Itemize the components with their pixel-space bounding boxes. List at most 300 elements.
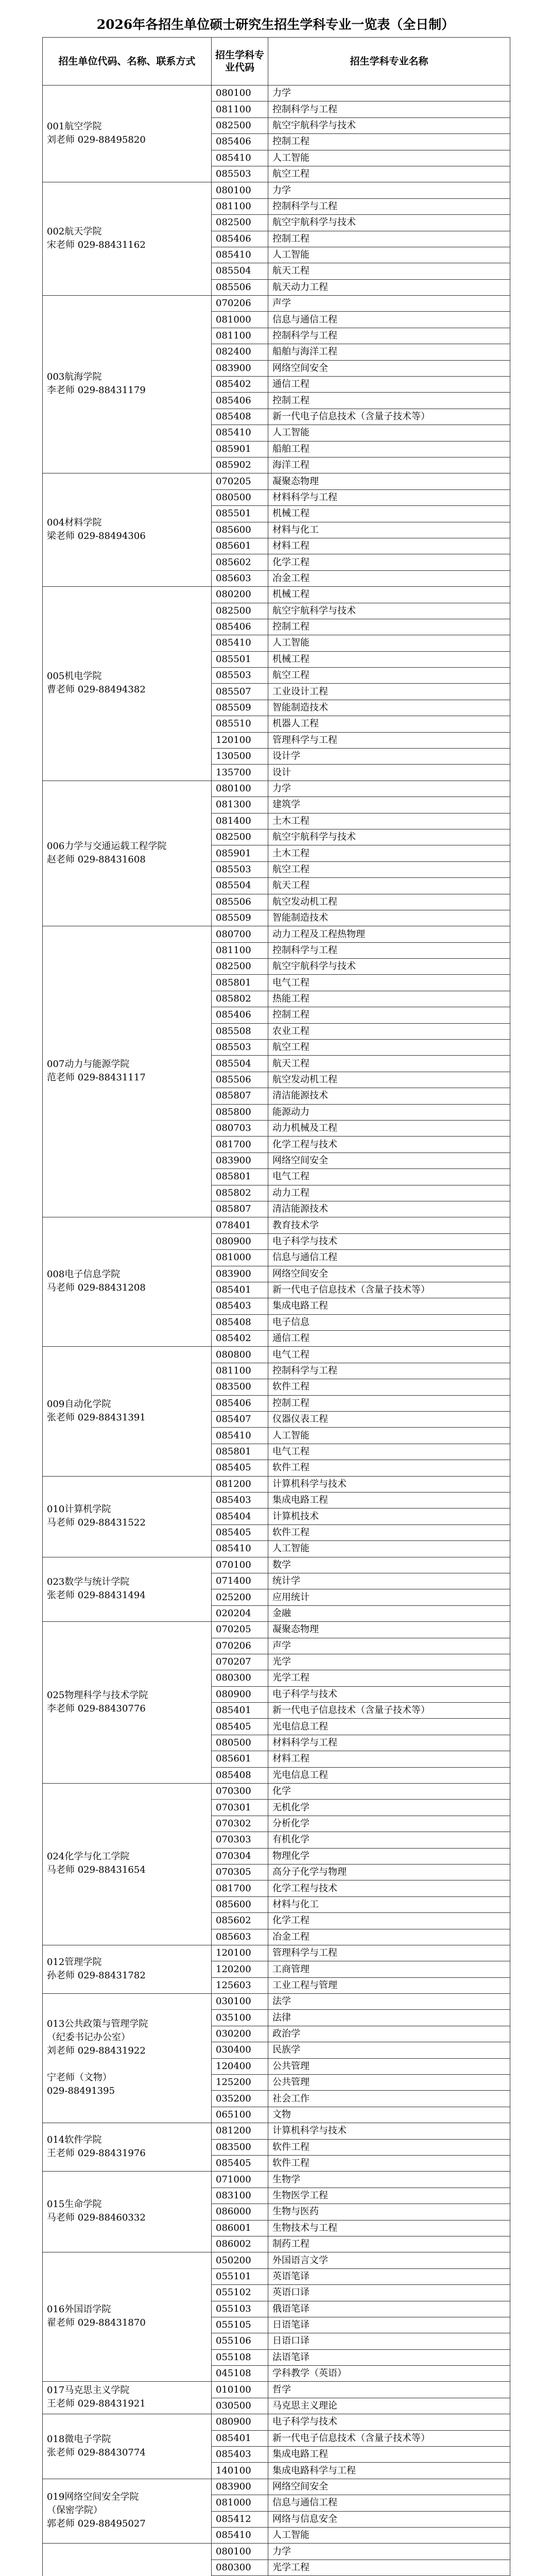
- table-row: [43, 2479, 510, 2495]
- major-name-cell: 光学工程: [268, 2560, 510, 2575]
- major-name-cell: 化学工程与技术: [268, 1880, 510, 1896]
- major-code-cell: 081700: [212, 1880, 268, 1896]
- major-name-cell: 化学工程: [268, 554, 510, 570]
- major-code-cell: 085603: [212, 570, 268, 586]
- unit-line: 018微电子学院: [47, 2433, 111, 2445]
- major-name-cell: 马克思主义理论: [268, 2398, 510, 2414]
- major-code-cell: 082500: [212, 829, 268, 845]
- unit-cell: [43, 781, 212, 926]
- unit-line: 029-88491395: [47, 2086, 115, 2097]
- table-row: [43, 926, 510, 942]
- major-name-cell: 人工智能: [268, 1428, 510, 1444]
- major-code-cell: 085401: [212, 2430, 268, 2446]
- major-name-cell: 人工智能: [268, 1541, 510, 1557]
- major-code-cell: 125603: [212, 1977, 268, 1993]
- major-name-cell: 民族学: [268, 2042, 510, 2058]
- major-code-cell: 085406: [212, 1395, 268, 1411]
- table-row: [43, 1217, 510, 1233]
- major-code-cell: 055103: [212, 2301, 268, 2317]
- major-code-cell: 078401: [212, 1217, 268, 1233]
- major-code-cell: 081000: [212, 2495, 268, 2511]
- major-name-cell: 人工智能: [268, 150, 510, 166]
- major-name-cell: 网络与信息安全: [268, 2511, 510, 2527]
- major-name-cell: 计算机技术: [268, 1509, 510, 1524]
- table-row: [43, 1622, 510, 1638]
- major-code-cell: 085410: [212, 425, 268, 441]
- major-code-cell: 085801: [212, 1169, 268, 1185]
- major-code-cell: 085402: [212, 377, 268, 393]
- major-name-cell: 计算机科学与技术: [268, 2123, 510, 2139]
- major-code-cell: 070301: [212, 1800, 268, 1816]
- major-name-cell: 机械工程: [268, 651, 510, 667]
- major-name-cell: 化学工程: [268, 1913, 510, 1929]
- major-name-cell: 控制工程: [268, 231, 510, 247]
- table-row: [43, 1557, 510, 1573]
- major-code-cell: 070305: [212, 1864, 268, 1880]
- unit-cell: [43, 1622, 212, 1784]
- major-name-cell: 清洁能源技术: [268, 1201, 510, 1217]
- major-name-cell: 法学: [268, 1994, 510, 2010]
- major-code-cell: 082500: [212, 959, 268, 975]
- unit-cell: [43, 2123, 212, 2172]
- major-code-cell: 070207: [212, 1654, 268, 1670]
- major-name-cell: 航天工程: [268, 1056, 510, 1072]
- major-name-cell: 信息与通信工程: [268, 2495, 510, 2511]
- table-row: [43, 182, 510, 198]
- unit-line: 王老师 029-88431921: [47, 2398, 146, 2410]
- major-code-cell: 030200: [212, 2026, 268, 2042]
- major-name-cell: 控制科学与工程: [268, 198, 510, 214]
- major-code-cell: 120100: [212, 732, 268, 748]
- unit-line: 刘老师 029-88431922: [47, 2045, 146, 2057]
- major-code-cell: 080100: [212, 2544, 268, 2560]
- major-name-cell: 软件工程: [268, 1460, 510, 1476]
- major-code-cell: 085503: [212, 1040, 268, 1056]
- major-name-cell: 热能工程: [268, 991, 510, 1007]
- major-name-cell: 管理科学与工程: [268, 1945, 510, 1961]
- major-name-cell: 外国语言文学: [268, 2252, 510, 2268]
- major-code-cell: 080100: [212, 781, 268, 796]
- unit-line: 宁老师（文物）: [47, 2072, 112, 2083]
- major-code-cell: 085403: [212, 2447, 268, 2463]
- major-name-cell: 电气工程: [268, 1444, 510, 1460]
- major-name-cell: 人工智能: [268, 425, 510, 441]
- major-code-cell: 085901: [212, 441, 268, 457]
- unit-line: （保密学院）: [47, 2505, 102, 2516]
- major-code-cell: 085506: [212, 894, 268, 910]
- major-name-cell: 物理化学: [268, 1848, 510, 1864]
- major-code-cell: 085602: [212, 554, 268, 570]
- major-name-cell: 船舶工程: [268, 441, 510, 457]
- major-name-cell: 海洋工程: [268, 457, 510, 473]
- unit-cell: [43, 296, 212, 473]
- major-code-cell: 085401: [212, 1703, 268, 1719]
- major-name-cell: 新一代电子信息技术（含量子技术等）: [268, 409, 510, 425]
- major-name-cell: 法律: [268, 2010, 510, 2026]
- major-code-cell: 085408: [212, 1314, 268, 1330]
- major-name-cell: 动力工程: [268, 1185, 510, 1201]
- major-code-cell: 085407: [212, 1412, 268, 1428]
- major-name-cell: 智能制造技术: [268, 910, 510, 926]
- major-code-cell: 055102: [212, 2285, 268, 2301]
- major-name-cell: 材料工程: [268, 1751, 510, 1767]
- major-name-cell: 船舶与海洋工程: [268, 344, 510, 360]
- major-code-cell: 085410: [212, 150, 268, 166]
- major-name-cell: 生物学: [268, 2172, 510, 2188]
- major-name-cell: 工业设计工程: [268, 684, 510, 700]
- major-code-cell: 085412: [212, 2511, 268, 2527]
- unit-line: [47, 2058, 207, 2072]
- major-code-cell: 085402: [212, 1331, 268, 1347]
- major-code-cell: 083900: [212, 2479, 268, 2495]
- major-name-cell: 人工智能: [268, 635, 510, 651]
- major-code-cell: 081100: [212, 942, 268, 958]
- unit-cell: [43, 1217, 212, 1347]
- major-name-cell: 土木工程: [268, 845, 510, 861]
- major-name-cell: 社会工作: [268, 2091, 510, 2107]
- major-name-cell: 动力机械及工程: [268, 1121, 510, 1137]
- header-code: 招生学科专业代码: [212, 38, 268, 86]
- major-name-cell: 软件工程: [268, 1524, 510, 1540]
- major-code-cell: 085601: [212, 538, 268, 554]
- major-name-cell: 日语口译: [268, 2333, 510, 2349]
- major-name-cell: 航空宇航科学与技术: [268, 215, 510, 231]
- major-code-cell: 025200: [212, 1589, 268, 1605]
- major-code-cell: 071000: [212, 2172, 268, 2188]
- unit-line: 马老师 029-88431654: [47, 1865, 146, 1876]
- major-name-cell: 公共管理: [268, 2075, 510, 2091]
- major-name-cell: 集成电路工程: [268, 1492, 510, 1508]
- major-code-cell: 080800: [212, 1347, 268, 1363]
- major-name-cell: 航空发动机工程: [268, 1072, 510, 1088]
- unit-line: 范老师 029-88431117: [47, 1072, 146, 1083]
- page-title: 2026年各招生单位硕士研究生招生学科专业一览表（全日制）: [96, 17, 455, 32]
- unit-line: 024化学与化工学院: [47, 1851, 130, 1862]
- table-body: [43, 86, 510, 2576]
- major-code-cell: 120100: [212, 1945, 268, 1961]
- major-code-cell: 080900: [212, 2414, 268, 2430]
- major-code-cell: 070302: [212, 1816, 268, 1832]
- major-code-cell: 085510: [212, 716, 268, 732]
- major-code-cell: 083100: [212, 2188, 268, 2204]
- major-code-cell: 082400: [212, 344, 268, 360]
- major-name-cell: 新一代电子信息技术（含量子技术等）: [268, 2430, 510, 2446]
- major-code-cell: 085404: [212, 1509, 268, 1524]
- major-name-cell: 声学: [268, 296, 510, 312]
- unit-cell: [43, 1476, 212, 1557]
- major-code-cell: 081000: [212, 1250, 268, 1266]
- major-code-cell: 083900: [212, 360, 268, 376]
- major-name-cell: 哲学: [268, 2382, 510, 2398]
- major-code-cell: 065100: [212, 2107, 268, 2123]
- unit-line: 007动力与能源学院: [47, 1059, 130, 1070]
- unit-cell: [43, 1994, 212, 2123]
- major-name-cell: 冶金工程: [268, 1929, 510, 1945]
- major-code-cell: 085501: [212, 506, 268, 522]
- major-name-cell: 航天工程: [268, 263, 510, 279]
- major-code-cell: 081200: [212, 1476, 268, 1492]
- major-code-cell: 081700: [212, 1137, 268, 1153]
- major-name-cell: 材料与化工: [268, 1896, 510, 1912]
- table-row: [43, 1784, 510, 1800]
- major-name-cell: 英语口译: [268, 2285, 510, 2301]
- unit-line: 025物理科学与技术学院: [47, 1689, 148, 1701]
- major-code-cell: 085807: [212, 1201, 268, 1217]
- major-name-cell: 冶金工程: [268, 570, 510, 586]
- major-code-cell: 080200: [212, 587, 268, 603]
- major-name-cell: 材料工程: [268, 538, 510, 554]
- major-name-cell: 材料科学与工程: [268, 1735, 510, 1751]
- major-code-cell: 070303: [212, 1832, 268, 1848]
- unit-line: 016外国语学院: [47, 2304, 111, 2315]
- major-name-cell: 凝聚态物理: [268, 1622, 510, 1638]
- major-code-cell: 085405: [212, 1460, 268, 1476]
- major-code-cell: 055106: [212, 2333, 268, 2349]
- major-code-cell: 030100: [212, 1994, 268, 2010]
- major-code-cell: 085403: [212, 1298, 268, 1314]
- major-code-cell: 085406: [212, 231, 268, 247]
- unit-line: 012管理学院: [47, 1956, 102, 1968]
- unit-line: 001航空学院: [47, 121, 102, 132]
- major-code-cell: 085800: [212, 1104, 268, 1120]
- major-name-cell: 光电信息工程: [268, 1719, 510, 1735]
- major-name-cell: 高分子化学与物理: [268, 1864, 510, 1880]
- table-row: [43, 1945, 510, 1961]
- major-code-cell: 082500: [212, 603, 268, 619]
- major-name-cell: 软件工程: [268, 1379, 510, 1395]
- table-row: [43, 587, 510, 603]
- major-code-cell: 010100: [212, 2382, 268, 2398]
- major-name-cell: 人工智能: [268, 2527, 510, 2543]
- unit-line: 009自动化学院: [47, 1398, 111, 1410]
- major-code-cell: 086002: [212, 2236, 268, 2252]
- major-name-cell: 文物: [268, 2107, 510, 2123]
- major-name-cell: 智能制造技术: [268, 700, 510, 716]
- table-row: [43, 2252, 510, 2268]
- major-name-cell: 人工智能: [268, 247, 510, 263]
- major-code-cell: 130500: [212, 749, 268, 765]
- major-code-cell: 085600: [212, 1896, 268, 1912]
- major-name-cell: 机械工程: [268, 506, 510, 522]
- major-code-cell: 035200: [212, 2091, 268, 2107]
- major-name-cell: 控制工程: [268, 1007, 510, 1023]
- unit-cell: [43, 2382, 212, 2414]
- unit-cell: [43, 2479, 212, 2544]
- major-code-cell: 085501: [212, 651, 268, 667]
- unit-line: 梁老师 029-88494306: [47, 530, 146, 541]
- major-name-cell: 材料科学与工程: [268, 489, 510, 505]
- major-code-cell: 070100: [212, 1557, 268, 1573]
- major-name-cell: 力学: [268, 781, 510, 796]
- major-name-cell: 英语笔译: [268, 2268, 510, 2284]
- major-code-cell: 020204: [212, 1605, 268, 1621]
- major-name-cell: 法语笔译: [268, 2349, 510, 2365]
- unit-cell: [43, 926, 212, 1217]
- major-code-cell: 070205: [212, 1622, 268, 1638]
- major-name-cell: 电子科学与技术: [268, 1686, 510, 1702]
- major-code-cell: 085504: [212, 263, 268, 279]
- major-name-cell: 制药工程: [268, 2236, 510, 2252]
- major-name-cell: 集成电路工程: [268, 1298, 510, 1314]
- major-name-cell: 新一代电子信息技术（含量子技术等）: [268, 1703, 510, 1719]
- major-code-cell: 085401: [212, 1282, 268, 1298]
- unit-line: 赵老师 029-88431608: [47, 854, 146, 865]
- unit-line: 003航海学院: [47, 371, 102, 383]
- major-name-cell: 网络空间安全: [268, 2479, 510, 2495]
- major-name-cell: 动力工程及工程热物理: [268, 926, 510, 942]
- major-code-cell: 030500: [212, 2398, 268, 2414]
- major-code-cell: 085405: [212, 1719, 268, 1735]
- major-code-cell: 080500: [212, 1735, 268, 1751]
- header-unit: 招生单位代码、名称、联系方式: [43, 38, 212, 86]
- major-code-cell: 085802: [212, 1185, 268, 1201]
- major-name-cell: 软件工程: [268, 2156, 510, 2172]
- major-code-cell: 071400: [212, 1573, 268, 1589]
- table-row: [43, 1476, 510, 1492]
- major-code-cell: 080100: [212, 182, 268, 198]
- major-name-cell: 通信工程: [268, 377, 510, 393]
- major-code-cell: 085408: [212, 409, 268, 425]
- table-row: [43, 1994, 510, 2010]
- major-code-cell: 120400: [212, 2058, 268, 2074]
- major-name-cell: 清洁能源技术: [268, 1088, 510, 1104]
- major-name-cell: 航天动力工程: [268, 279, 510, 295]
- major-code-cell: 085600: [212, 522, 268, 538]
- major-name-cell: 凝聚态物理: [268, 473, 510, 489]
- unit-line: 刘老师 029-88495820: [47, 134, 146, 145]
- major-name-cell: 力学: [268, 86, 510, 101]
- major-name-cell: 航天工程: [268, 878, 510, 894]
- major-code-cell: 135700: [212, 765, 268, 781]
- major-code-cell: 085410: [212, 2527, 268, 2543]
- major-code-cell: 083500: [212, 2139, 268, 2155]
- unit-line: 005机电学院: [47, 670, 102, 682]
- major-code-cell: 081400: [212, 813, 268, 829]
- table-row: [43, 473, 510, 489]
- major-name-cell: 俄语笔译: [268, 2301, 510, 2317]
- major-name-cell: 农业工程: [268, 1023, 510, 1039]
- unit-line: 017马克思主义学院: [47, 2385, 130, 2396]
- major-name-cell: 土木工程: [268, 813, 510, 829]
- major-name-cell: 生物医学工程: [268, 2188, 510, 2204]
- major-name-cell: 信息与通信工程: [268, 312, 510, 328]
- major-code-cell: 080300: [212, 2560, 268, 2575]
- table-row: [43, 86, 510, 101]
- unit-line: 013公共政策与管理学院: [47, 2019, 148, 2030]
- major-code-cell: 081100: [212, 1363, 268, 1379]
- table-row: [43, 2544, 510, 2560]
- major-code-cell: 085403: [212, 1492, 268, 1508]
- major-code-cell: 083900: [212, 1266, 268, 1282]
- unit-line: 郭老师 029-88495027: [47, 2518, 146, 2530]
- major-name-cell: 航空发动机工程: [268, 894, 510, 910]
- major-name-cell: 政治学: [268, 2026, 510, 2042]
- major-code-cell: 085801: [212, 1444, 268, 1460]
- major-name-cell: 数学: [268, 1557, 510, 1573]
- unit-cell: [43, 2414, 212, 2479]
- major-name-cell: 仪器仪表工程: [268, 1412, 510, 1428]
- major-name-cell: 控制科学与工程: [268, 942, 510, 958]
- major-code-cell: 085801: [212, 975, 268, 991]
- major-name-cell: 设计学: [268, 749, 510, 765]
- unit-cell: [43, 2252, 212, 2382]
- major-code-cell: 080703: [212, 1121, 268, 1137]
- major-name-cell: 新一代电子信息技术（含量子技术等）: [268, 1282, 510, 1298]
- major-name-cell: 控制工程: [268, 1395, 510, 1411]
- major-name-cell: 信息与通信工程: [268, 1250, 510, 1266]
- major-name-cell: 控制科学与工程: [268, 101, 510, 117]
- major-code-cell: 085504: [212, 1056, 268, 1072]
- major-code-cell: 085406: [212, 619, 268, 635]
- major-code-cell: 085410: [212, 1541, 268, 1557]
- major-name-cell: 能源动力: [268, 1104, 510, 1120]
- major-code-cell: 081100: [212, 101, 268, 117]
- major-code-cell: 070300: [212, 1784, 268, 1800]
- unit-line: 宋老师 029-88431162: [47, 239, 146, 250]
- major-code-cell: 085507: [212, 684, 268, 700]
- unit-line: 张老师 029-88431391: [47, 1412, 146, 1423]
- unit-line: 004材料学院: [47, 517, 102, 528]
- major-catalog-table: [42, 37, 510, 2576]
- unit-line: 马老师 029-88431522: [47, 1517, 146, 1528]
- major-code-cell: 085410: [212, 247, 268, 263]
- major-name-cell: 电气工程: [268, 1169, 510, 1185]
- major-name-cell: 应用统计: [268, 1589, 510, 1605]
- major-code-cell: 082500: [212, 215, 268, 231]
- major-name-cell: 电气工程: [268, 1347, 510, 1363]
- major-name-cell: 工商管理: [268, 1961, 510, 1977]
- major-name-cell: 无机化学: [268, 1800, 510, 1816]
- table-row: [43, 2414, 510, 2430]
- major-name-cell: 网络空间安全: [268, 360, 510, 376]
- major-code-cell: 086001: [212, 2220, 268, 2236]
- major-code-cell: 085601: [212, 1751, 268, 1767]
- major-code-cell: 085504: [212, 878, 268, 894]
- major-code-cell: 070206: [212, 296, 268, 312]
- major-name-cell: 声学: [268, 1638, 510, 1654]
- unit-line: 张老师 029-88431494: [47, 1589, 146, 1601]
- unit-cell: [43, 2172, 212, 2252]
- major-code-cell: 080700: [212, 926, 268, 942]
- table-row: [43, 781, 510, 796]
- unit-cell: [43, 587, 212, 781]
- major-name-cell: 力学: [268, 2544, 510, 2560]
- major-code-cell: 085508: [212, 1023, 268, 1039]
- major-code-cell: 030400: [212, 2042, 268, 2058]
- major-name-cell: 材料与化工: [268, 522, 510, 538]
- unit-cell: [43, 1347, 212, 1476]
- major-name-cell: 管理科学与工程: [268, 732, 510, 748]
- unit-cell: [43, 86, 212, 182]
- unit-line: 王老师 029-88431976: [47, 2147, 146, 2159]
- major-code-cell: 085503: [212, 166, 268, 182]
- major-code-cell: 070206: [212, 1638, 268, 1654]
- major-name-cell: 力学: [268, 182, 510, 198]
- unit-line: 002航天学院: [47, 226, 102, 237]
- table-row: [43, 1347, 510, 1363]
- major-code-cell: 085406: [212, 1007, 268, 1023]
- major-code-cell: 120200: [212, 1961, 268, 1977]
- major-name-cell: 统计学: [268, 1573, 510, 1589]
- major-name-cell: 光学: [268, 1654, 510, 1670]
- unit-line: 023数学与统计学院: [47, 1576, 130, 1587]
- major-code-cell: 085602: [212, 1913, 268, 1929]
- major-code-cell: 085503: [212, 668, 268, 684]
- major-name-cell: 建筑学: [268, 797, 510, 813]
- major-code-cell: 055101: [212, 2268, 268, 2284]
- major-code-cell: 085901: [212, 845, 268, 861]
- unit-line: 008电子信息学院: [47, 1269, 120, 1280]
